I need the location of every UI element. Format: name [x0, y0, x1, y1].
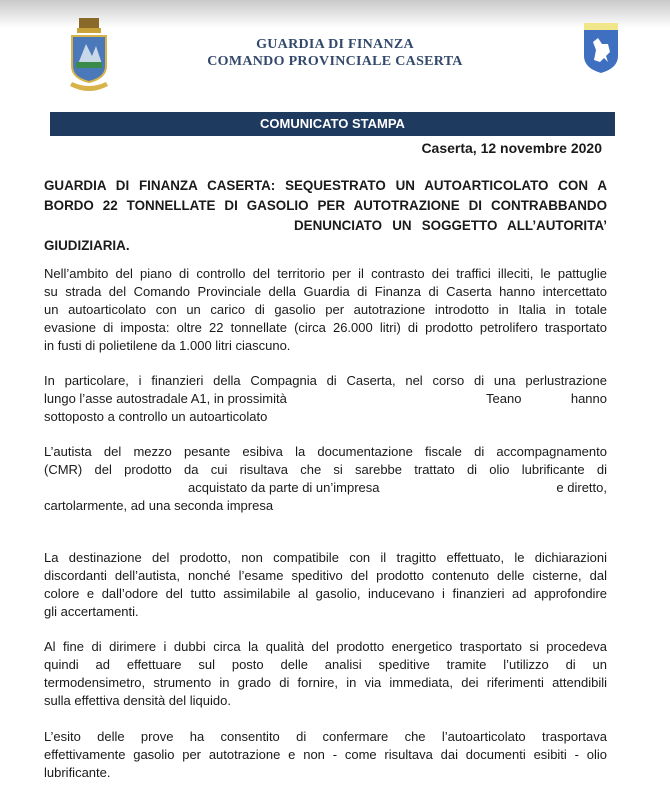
text-line: Al fine di dirimere i dubbi circa la qualità del prodotto energetico trasportato si procedeva: [44, 639, 607, 654]
text-segment: lungo l’asse autostradale A1, in prossimità: [44, 391, 287, 406]
title-line: DENUNCIATO UN SOGGETTO ALL’AUTORITA’: [294, 218, 607, 233]
text-line: su strada del Comando Provinciale della Guardia di Finanza di Caserta hanno intercettato: [44, 284, 607, 299]
command-name: COMANDO PROVINCIALE CASERTA: [207, 54, 463, 69]
text-line: quindi ad effettuare sul posto delle analisi speditive tramite l’utilizzo di un: [44, 657, 607, 672]
text-line: L’esito delle prove ha consentito di confermare che l’autoarticolato trasportava: [44, 729, 607, 744]
text-line: (CMR) del prodotto da cui risultava che si sarebbe trattato di olio lubrificante di: [44, 462, 607, 477]
text-line: La destinazione del prodotto, non compatibile con il tragitto effettuato, le dichiarazioni: [44, 550, 607, 565]
text-line: sottoposto a controllo un autoarticolato: [44, 409, 268, 424]
text-line: in fusti di polietilene da 1.000 litri ciascuno.: [44, 338, 291, 353]
text-line: un autoarticolato con un carico di gasolio per autotrazione introdotto in Italia in totale: [44, 302, 607, 317]
text-line: [44, 390, 607, 408]
press-release-title: [44, 176, 607, 256]
text-line: In particolare, i finanzieri della Compagnia di Caserta, nel corso di una perlustrazione: [44, 373, 607, 388]
text-line: Nell’ambito del piano di controllo del territorio per il contrasto dei traffici illeciti, le pattuglie: [44, 266, 607, 281]
text-line: L’autista del mezzo pesante esibiva la documentazione fiscale di accompagnamento: [44, 444, 607, 459]
paragraph-3: [44, 443, 607, 515]
text-line: effettivamente gasolio per autotrazione e non - come risultava dai documenti esibiti - olio: [44, 747, 607, 762]
text-line: termodensimetro, strumento in grado di fornire, in via immediata, dei riferimenti attendibili: [44, 675, 607, 690]
title-line: GIUDIZIARIA.: [44, 238, 130, 253]
org-name: GUARDIA DI FINANZA: [256, 37, 414, 52]
text-segment: hanno: [570, 391, 607, 406]
text-segment: acquistato da parte di un’impresa: [188, 480, 380, 495]
title-line: GUARDIA DI FINANZA CASERTA: SEQUESTRATO UN AUTOARTICOLATO CON A: [44, 178, 607, 193]
text-line: evasione di imposta: oltre 22 tonnellate (circa 26.000 litri) di prodotto petrolifero trasportato: [44, 320, 607, 335]
text-line: cartolarmente, ad una seconda impresa: [44, 498, 274, 513]
text-line: discordanti dell’autista, nonché l’esame speditivo del prodotto contenuto delle cisterne, dal: [44, 568, 607, 583]
text-segment: e diretto,: [556, 480, 607, 495]
paragraph-6: [44, 728, 607, 782]
text-line: gli accertamenti.: [44, 604, 139, 619]
text-line: lubrificante.: [44, 765, 111, 780]
press-release-banner: COMUNICATO STAMPA: [50, 112, 615, 136]
text-segment: Teano: [486, 391, 522, 406]
text-line: colore e dall’odore del tutto assimilabile al gasolio, inducevano i finanzieri ad approfondire: [44, 586, 607, 601]
text-line: [44, 479, 607, 497]
title-line: BORDO 22 TONNELLATE DI GASOLIO PER AUTOTRAZIONE DI CONTRABBANDO: [44, 198, 607, 213]
paragraph-1: [44, 265, 607, 355]
text-line: sulla effettiva densità del liquido.: [44, 693, 231, 708]
paragraph-2: [44, 372, 607, 426]
paragraph-5: [44, 638, 607, 710]
document-date: Caserta, 12 novembre 2020: [421, 140, 602, 156]
paragraph-4: [44, 549, 607, 621]
